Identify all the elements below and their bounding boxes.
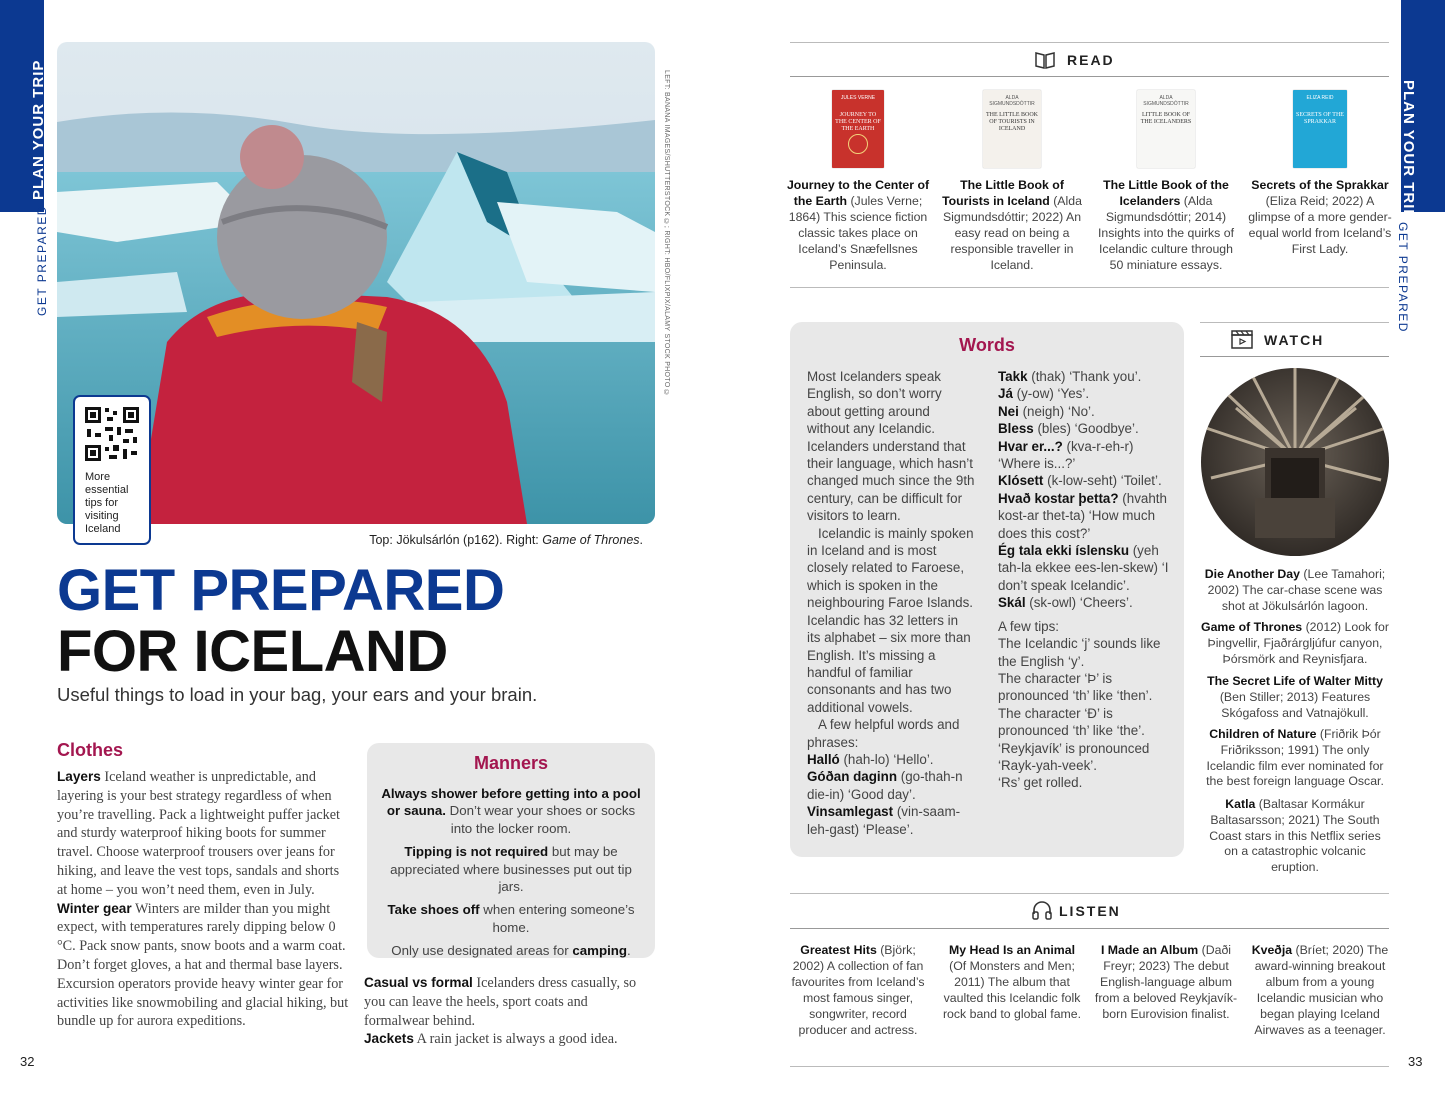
film-item [1201,567,1389,614]
listen-rule-bottom [790,1066,1389,1067]
clothes-text [57,768,349,1031]
film-title: Game of Thrones [1201,620,1303,634]
manners-p2-bold: Tipping is not required [404,844,549,860]
page-title-line1: GET PREPARED [57,558,505,623]
phrase-translation: (vin-saam-leh-gast) ‘Please’. [807,804,961,837]
tip-item: ‘Rs’ get rolled. [998,775,1083,791]
manners-p3-text: when entering someone’s home. [479,902,635,935]
read-rule-under-heading [790,76,1389,77]
phrase-word: Hvar er...? [998,438,1063,454]
book-title: Secrets of the Sprakkar [1251,178,1389,192]
words-para-1: Most Icelanders speak English, so don’t worry about getting around without any Icelandic. Icelanders understand that their language, which hasn’t changed much since the 9th century, can be difficult for visitors to learn. [807,369,975,524]
book-cover-author: JULES VERNE [840,95,876,101]
phrase-translation: (bles) ‘Goodbye’. [1033,421,1139,437]
phrase-translation: (go-thah-n die-in) ‘Good day’. [807,769,963,802]
words-box [790,322,1184,857]
book-cover-title: LITTLE BOOK OF THE ICELANDERS [1140,112,1192,125]
film-title: Katla [1225,797,1256,811]
page-number-right: 33 [1408,1054,1423,1069]
words-heading: Words [959,335,1015,355]
manners-p1-bold: Always shower before getting into a pool or sauna. [381,786,641,819]
qr-code-card[interactable] [73,395,151,545]
manners-p4-text: Only use designated areas for [391,943,573,959]
jackets-body: A rain jacket is always a good idea. [413,1031,618,1048]
book-title: The Little Book of Tourists in Iceland [942,178,1064,208]
manners-heading: Manners [473,753,549,773]
caption-suffix: . [639,533,643,547]
book-description [1094,177,1238,273]
tip-item: The Icelandic ‘j’ sounds like the English ‘y’. [998,636,1161,669]
listen-rule-under-heading [790,928,1389,929]
phrase-word: Ég tala ekki íslensku [998,543,1129,559]
phrase-translation: (kva-r-eh-r) ‘Where is...?’ [998,438,1134,472]
phrase-item [998,490,1172,542]
album-text: (Daði Freyr; 2023) The debut English-language album from a beloved Reykjavík-born Eurovision finalist. [1094,943,1238,1021]
album-text: (Björk; 2002) A collection of fan favourites from Iceland’s most famous singer, songwriter, record producer and actress. [791,943,925,1037]
film-item [1201,727,1389,790]
phrase-word: Góðan daginn [807,769,898,785]
clothes-heading: Clothes [57,740,124,760]
book-icon [1034,50,1056,70]
film-text: (Lee Tamahori; 2002) The car-chase scene was shot at Jökulsárlón lagoon. [1207,567,1386,613]
qr-code-caption: More essential tips for visiting Iceland [85,471,129,535]
photo-credit: LEFT: BANANA IMAGES/SHUTTERSTOCK ©; RIGHT: HBO/FLIXPIX/ALAMY STOCK PHOTO © [663,70,670,398]
phrase-translation: (hvahth kost-ar thet-ta) ‘How much does this cost?’ [998,490,1167,541]
manners-p4-bold: camping [572,943,628,959]
phrase-item [807,768,975,803]
film-text: (Friðrik Þór Friðriksson; 1991) The only Icelandic film ever nominated for the best foreign language Oscar. [1206,727,1384,789]
book-cover [832,90,884,168]
words-column-2 [998,368,1172,792]
phrase-item [998,438,1172,473]
album-title: My Head Is an Animal [949,943,1075,957]
caption-prefix: Top: Jökulsárlón (p162). Right: [369,533,543,547]
manners-body [379,785,643,966]
manners-p4-end: . [627,943,631,959]
phrase-item [998,385,1172,402]
casual-body: Icelanders dress casually, so you can leave the heels, sport coats and formalwear behind. [364,975,637,1029]
film-item [1201,674,1389,721]
phrase-word: Hvað kostar þetta? [998,490,1119,506]
phrase-translation: (y-ow) ‘Yes’. [1012,386,1090,402]
read-heading: READ [1067,52,1115,68]
phrase-item [998,472,1172,489]
phrase-translation: (k-low-seht) ‘Toilet’. [1043,473,1162,489]
left-side-tab [0,0,47,212]
film-title: Die Another Day [1204,567,1300,581]
iron-throne-illustration [1201,368,1389,556]
film-title: The Secret Life of Walter Mitty [1207,674,1383,688]
phrase-translation: (hah-lo) ‘Hello’. [839,751,934,767]
listen-rule-top [790,893,1389,894]
winter-label: Winter gear [57,900,132,916]
film-item [1201,620,1389,667]
phrase-word: Klósett [998,473,1044,489]
tip-item: The character ‘Þ’ is pronounced ‘th’ like ‘then’. [998,670,1153,704]
phrase-word: Takk [998,369,1028,384]
phrase-item [998,368,1172,385]
phrase-item [807,803,975,838]
book-description [1248,177,1392,257]
phrase-item [807,751,975,768]
photo-caption [300,533,643,547]
words-column-1 [807,368,975,838]
book-cover-title: JOURNEY TO THE CENTER OF THE EARTH [835,112,881,132]
phrase-translation: (sk-owl) ‘Cheers’. [1025,595,1133,611]
words-para-3: A few helpful words and phrases: [807,717,960,750]
book-text: (Alda Sigmundsdóttir; 2014) Insights into the quirks of Icelandic culture through 50 miniature essays. [1097,194,1235,272]
read-rule-top [790,42,1389,43]
phrase-item [998,594,1172,611]
film-text: (Baltasar Kormákur Baltasarsson; 2021) The South Coast stars in this Netflix series on a catastrophic volcanic eruption. [1209,797,1381,875]
right-side-subtitle: GET PREPARED [1396,222,1410,333]
manners-p1-text: Don’t wear your shoes or socks into the locker room. [445,803,636,836]
phrase-translation: (yeh tah-la ekkee ees-len-skew) ‘I don’t speak Icelandic’. [998,543,1169,593]
read-rule-bottom [790,287,1389,288]
book-cover [1137,90,1195,168]
album-item [1248,942,1392,1038]
casual-text [364,974,649,1049]
phrase-word: Vinsamlegast [807,804,894,820]
book-cover-title: THE LITTLE BOOK OF TOURISTS IN ICELAND [986,112,1038,132]
game-of-thrones-photo [1201,368,1389,556]
film-clapper-icon [1230,328,1254,350]
left-side-subtitle: GET PREPARED [35,205,49,316]
album-title: Kveðja [1251,943,1293,957]
album-text: (Bríet; 2020) The award-winning breakout album from a young Icelandic musician who began playing Iceland Airwaves as a teenager. [1254,943,1389,1037]
book-title: Journey to the Center of the Earth [786,178,930,208]
layers-text: Iceland weather is unpredictable, and layering is your best strategy regardless of when you’re travelling. Pack a lightweight puffer jacket and sturdy waterproof hiking boots for summer travel. Choose waterproof trousers over jeans for hiking, and leave the vest tops, sandals and shorts at home – you won’t need them, even in July. [57,769,340,898]
book-text: (Jules Verne; 1864) This science fiction classic takes place on Iceland’s Snæfellsnes Peninsula. [788,194,928,272]
book-text: (Alda Sigmundsdóttir; 2022) An easy read on being a responsible traveller in Iceland. [942,194,1082,272]
listen-heading: LISTEN [1059,903,1121,919]
film-title: Children of Nature [1209,727,1317,741]
film-text: (2012) Look for Þingvellir, Fjaðrárgljúfur canyon, Þórsmörk and Reynisfjara. [1207,620,1389,666]
book-description [786,177,930,273]
right-side-tab [1400,0,1445,221]
book-text: (Eliza Reid; 2022) A glimpse of a more gender-equal world from Iceland’s First Lady. [1248,194,1392,256]
phrase-item [998,542,1172,594]
phrase-word: Halló [807,751,840,767]
watch-rule-under-heading [1200,356,1389,357]
phrase-word: Skál [998,595,1026,611]
film-text: (Ben Stiller; 2013) Features Skógafoss and Vatnajökull. [1219,689,1371,720]
album-text: (Of Monsters and Men; 2011) The album that vaulted this Icelandic folk rock band to global fame. [942,959,1082,1021]
casual-label: Casual vs formal [364,975,473,990]
phrase-translation: (neigh) ‘No’. [1018,403,1095,419]
book-cover-title: SECRETS OF THE SPRAKKAR [1296,112,1344,125]
headphones-icon [1031,900,1053,920]
album-title: I Made an Album [1100,943,1199,957]
tip-item: ‘Reykjavík’ is pronounced ‘Rayk-yah-veek’. [998,740,1150,773]
phrase-item [998,420,1172,437]
book-cover [983,90,1041,168]
caption-italic: Game of Thrones [542,533,640,547]
right-side-tab-label: PLAN YOUR TRIP [1400,80,1417,221]
manners-p2-text: but may be appreciated where businesses put out tip jars. [390,844,632,895]
tip-item: The character ‘Ð’ is pronounced ‘th’ like ‘the’. [998,705,1145,739]
book-cover-author: ALDA SIGMUNDSDÓTTIR [989,95,1035,107]
page-title-line2: FOR ICELAND [57,619,448,684]
left-side-tab-label: PLAN YOUR TRIP [30,59,47,200]
words-para-2: Icelandic is mainly spoken in Iceland and is most closely related to Faroese, which is spoken in the neighbouring Faroe Islands. Icelandic has 32 letters in its alphabet – six more than English. It’s missing a handful of familiar consonants and has two additional vowels. [807,525,974,715]
film-item [1201,797,1389,876]
page-number-left: 32 [20,1054,35,1069]
jackets-label: Jackets [364,1031,414,1047]
book-description [940,177,1084,273]
album-item [1094,942,1238,1022]
phrase-item [998,403,1172,420]
qr-code-icon [83,405,141,463]
tips-intro: A few tips: [998,618,1060,634]
manners-box [367,743,655,958]
phrase-word: Bless [998,421,1034,437]
album-title: Greatest Hits [800,943,877,957]
book-cover-author: ELIZA REID [1306,95,1334,101]
book-cover-author: ALDA SIGMUNDSDÓTTIR [1143,95,1189,107]
winter-text: Winters are milder than you might expect, with temperatures rarely dipping below 0 °C. Pack snow pants, snow boots and a warm coat. Don’t forget gloves, a hat and thermal base layers. Excursion operators provide heavy winter gear for activities like snowmobiling and glacial hiking, but bundle up for aurora expeditions. [57,900,349,1030]
manners-p3-bold: Take shoes off [387,902,480,918]
book-title: The Little Book of the Icelanders [1103,178,1229,208]
phrase-word: Nei [998,403,1019,419]
phrase-translation: (thak) ‘Thank you’. [1027,369,1142,384]
watch-heading: WATCH [1264,332,1325,348]
book-cover-compass-icon [848,134,868,154]
watch-rule-top [1200,322,1389,323]
page-subtitle: Useful things to load in your bag, your ears and your brain. [57,684,538,705]
book-cover [1293,90,1347,168]
phrase-word: Já [998,386,1013,402]
layers-label: Layers [57,769,101,784]
album-item [940,942,1084,1022]
album-item [786,942,930,1038]
